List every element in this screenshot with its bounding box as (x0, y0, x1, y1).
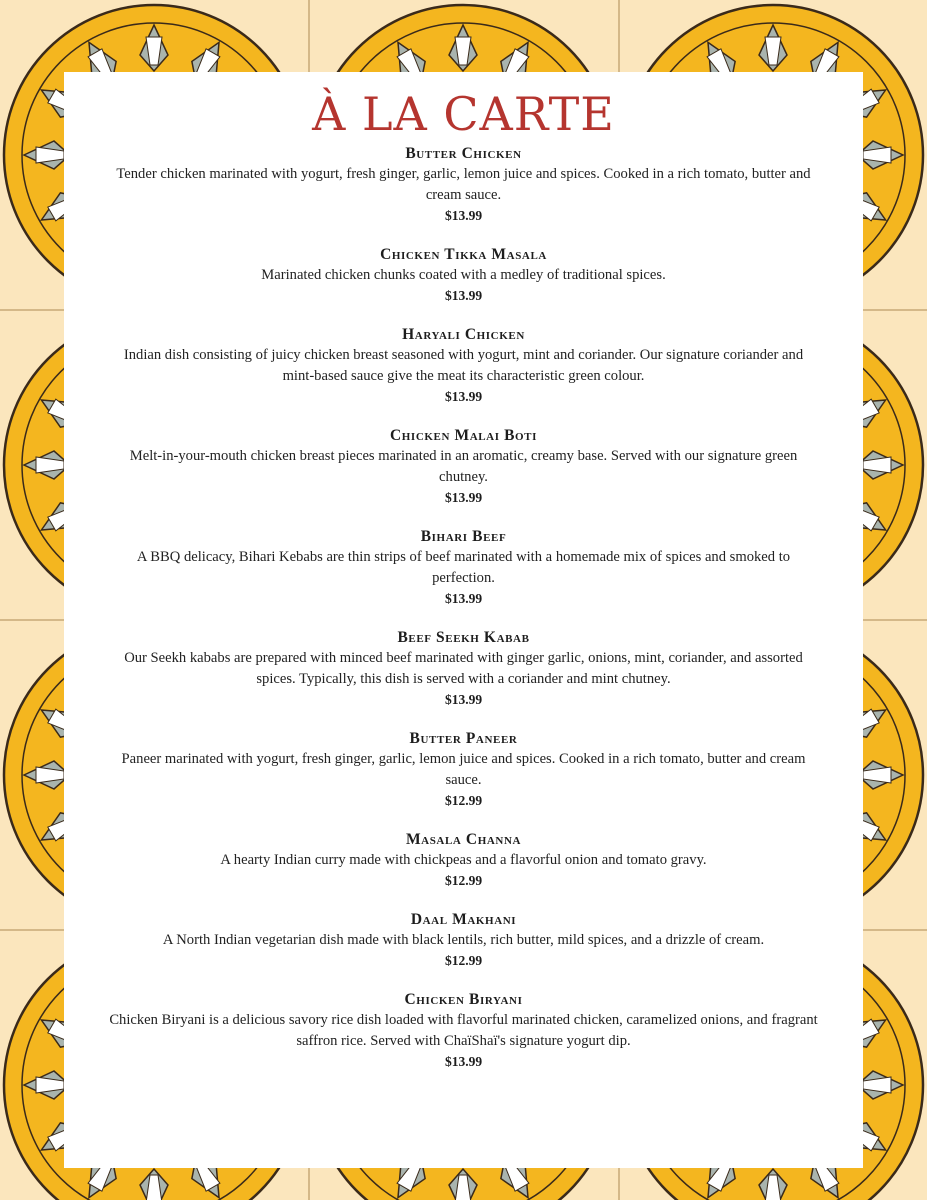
item-name: Beef Seekh Kabab (397, 629, 530, 646)
item-name: Chicken Biryani (404, 991, 523, 1008)
item-description: A hearty Indian curry made with chickpeas and a flavorful onion and tomato gravy. (220, 852, 707, 868)
menu-item (108, 830, 819, 891)
item-name: Daal Makhani (410, 911, 517, 928)
item-name: Bihari Beef (420, 528, 507, 545)
item-price: $12.99 (444, 953, 483, 968)
menu-item (108, 144, 819, 226)
item-name: Masala Channa (405, 831, 522, 848)
item-name: Chicken Malai Boti (389, 427, 537, 444)
item-price: $13.99 (444, 591, 483, 606)
item-description: A North Indian vegetarian dish made with black lentils, rich butter, mild spices, and a drizzle of cream. (162, 932, 765, 948)
item-price: $13.99 (444, 490, 483, 505)
item-description: Marinated chicken chunks coated with a medley of traditional spices. (261, 267, 666, 283)
menu-item (108, 910, 819, 971)
item-description: Chicken Biryani is a delicious savory rice dish loaded with flavorful marinated chicken, caramelized onions, and fragrant saffron rice. Served with ChaïShaï's signature yogurt dip. (109, 1012, 818, 1049)
item-description: Tender chicken marinated with yogurt, fresh ginger, garlic, lemon juice and spices. Cooked in a rich tomato, butter and cream sauce. (116, 166, 811, 203)
item-name: Chicken Tikka Masala (380, 246, 547, 263)
item-name: Butter Paneer (409, 730, 518, 747)
item-name: Butter Chicken (405, 145, 522, 162)
item-price: $13.99 (444, 389, 483, 404)
item-price: $12.99 (444, 873, 483, 888)
menu-item (108, 527, 819, 609)
item-price: $12.99 (444, 793, 483, 808)
item-description: A BBQ delicacy, Bihari Kebabs are thin strips of beef marinated with a homemade mix of spices and smoked to perfection. (136, 549, 791, 586)
menu-title: À LA CARTE (312, 87, 615, 141)
item-price: $13.99 (444, 288, 483, 303)
menu-items-list (64, 144, 863, 1091)
menu-item (108, 990, 819, 1072)
menu-card (64, 72, 863, 1168)
item-price: $13.99 (444, 1054, 483, 1069)
menu-item (108, 245, 819, 306)
menu-item (108, 729, 819, 811)
menu-item (108, 426, 819, 508)
item-description: Our Seekh kababs are prepared with minced beef marinated with ginger garlic, onions, mint, coriander, and assorted spices. Typically, this dish is served with a coriander and mint chutney. (124, 650, 803, 687)
item-price: $13.99 (444, 208, 483, 223)
menu-item (108, 628, 819, 710)
item-description: Melt-in-your-mouth chicken breast pieces marinated in an aromatic, creamy base. Served with our signature green chutney. (129, 448, 798, 485)
item-description: Indian dish consisting of juicy chicken breast seasoned with yogurt, mint and coriander. Our signature coriander and mint-based sauce give the meat its characteristic green colour. (123, 347, 804, 384)
item-name: Haryali Chicken (402, 326, 525, 343)
menu-item (108, 325, 819, 407)
item-price: $13.99 (444, 692, 483, 707)
item-description: Paneer marinated with yogurt, fresh ginger, garlic, lemon juice and spices. Cooked in a rich tomato, butter and cream sauce. (121, 751, 806, 788)
